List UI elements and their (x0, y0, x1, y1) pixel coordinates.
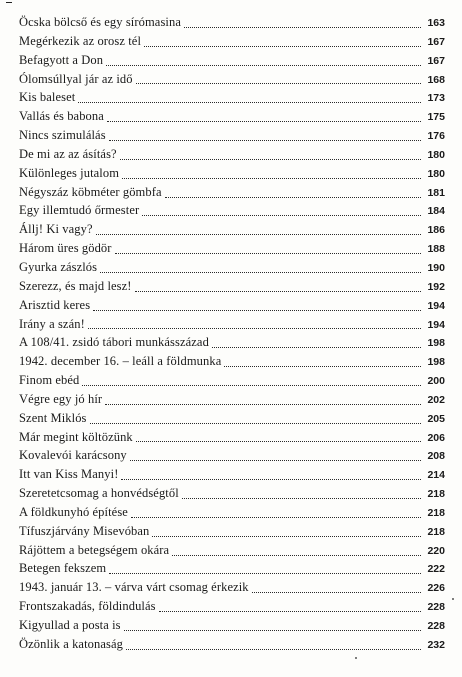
toc-entry (19, 88, 445, 107)
toc-entry-title: Ólomsúllyal jár az idő (19, 71, 133, 86)
toc-entry (19, 409, 445, 428)
dot-leader (136, 79, 421, 84)
toc-entry-title: Nincs szimulálás (19, 128, 106, 143)
dot-leader (152, 532, 421, 537)
dot-leader (131, 513, 421, 518)
toc-entry-title: Kovalevói karácsony (19, 448, 127, 463)
toc-entry-page-number: 214 (427, 469, 445, 482)
toc-entry (19, 107, 445, 126)
dot-leader (172, 551, 421, 556)
dot-leader (107, 117, 421, 122)
dot-leader (159, 607, 421, 612)
toc-entry-page-number: 194 (427, 299, 445, 312)
toc-entry (19, 465, 445, 484)
toc-entry (19, 51, 445, 70)
dot-leader (78, 98, 421, 103)
toc-entry (19, 220, 445, 239)
toc-entry-page-number: 167 (427, 35, 445, 48)
toc-entry-title: Finom ebéd (19, 373, 80, 388)
toc-entry-title: Szent Miklós (19, 410, 87, 425)
toc-entry (19, 277, 445, 296)
dot-leader (252, 588, 421, 593)
dot-leader (165, 193, 421, 198)
toc-entry-page-number: 181 (427, 186, 445, 199)
toc-entry-page-number: 198 (427, 356, 445, 369)
dot-leader (100, 268, 421, 273)
dot-leader (124, 626, 421, 631)
dot-leader (126, 645, 421, 650)
toc-entry-title: Irány a szán! (19, 316, 85, 331)
dot-leader (109, 136, 421, 141)
toc-entry-page-number: 176 (427, 130, 445, 143)
toc-entry-page-number: 188 (427, 243, 445, 256)
toc-entry-page-number: 226 (427, 582, 445, 595)
toc-entry (19, 578, 445, 597)
toc-entry-title: A földkunyhó építése (19, 504, 128, 519)
dot-leader (122, 174, 421, 179)
dot-leader (109, 569, 421, 574)
toc-entry-title: Arisztid keres (19, 297, 91, 312)
toc-entry (19, 315, 445, 334)
toc-entry (19, 428, 445, 447)
toc-entry-title: Állj! Ki vagy? (19, 222, 93, 237)
toc-entry (19, 32, 445, 51)
toc-entry-page-number: 168 (427, 73, 445, 86)
dot-leader (82, 381, 421, 386)
toc-entry (19, 503, 445, 522)
toc-entry-title: Betegen fekszem (19, 561, 107, 576)
toc-entry (19, 446, 445, 465)
toc-entry (19, 635, 445, 654)
toc-entry-page-number: 218 (427, 525, 445, 538)
toc-entry-title: Itt van Kiss Manyi! (19, 467, 119, 482)
toc-entry-title: 1942. december 16. – leáll a földmunka (19, 354, 222, 369)
toc-entry (19, 126, 445, 145)
toc-entry-page-number: 228 (427, 620, 445, 632)
toc-entry-page-number: 186 (427, 224, 445, 237)
dot-leader (130, 456, 421, 461)
toc-entry-page-number: 228 (427, 601, 445, 614)
scan-speck (452, 598, 454, 600)
toc-entry-title: Befagyott a Don (19, 52, 104, 67)
toc-entry-title: Szeretetcsomag a honvédségtől (19, 486, 179, 501)
toc-entry-page-number: 167 (427, 54, 445, 67)
dot-leader (182, 494, 421, 499)
toc-entry-title: Özönlik a katonaság (19, 636, 123, 651)
toc-entry (19, 13, 445, 32)
dot-leader (120, 155, 421, 160)
toc-entry-title: Különleges jutalom (19, 165, 120, 180)
dot-leader (90, 419, 421, 424)
toc-entry-title: Három üres gödör (19, 241, 112, 256)
toc-entry-page-number: 180 (427, 167, 445, 180)
toc-entry-title: Szerezz, és majd lesz! (19, 278, 132, 293)
dot-leader (184, 23, 421, 28)
toc-entry-page-number: 180 (427, 148, 445, 161)
dot-leader (96, 230, 421, 235)
toc-entry-title: Kigyullad a posta is (19, 618, 121, 632)
dot-leader (144, 42, 421, 47)
dot-leader (105, 400, 421, 405)
toc-entry-page-number: 194 (427, 318, 445, 331)
toc-entry (19, 390, 445, 409)
toc-entry (19, 541, 445, 560)
dot-leader (93, 306, 421, 311)
toc-entry-page-number: 198 (427, 337, 445, 350)
toc-entry-page-number: 184 (427, 205, 445, 218)
toc-entry (19, 352, 445, 371)
toc-entry-page-number: 218 (427, 488, 445, 501)
dot-leader (115, 249, 421, 254)
toc-entry-title: Végre egy jó hír (19, 391, 103, 406)
table-of-contents (19, 13, 445, 654)
toc-entry (19, 70, 445, 89)
toc-entry (19, 484, 445, 503)
toc-entry-page-number: 205 (427, 412, 445, 425)
toc-entry (19, 145, 445, 164)
toc-entry-title: Tífuszjárvány Misevóban (19, 523, 150, 538)
dot-leader (224, 362, 421, 367)
toc-entry-page-number: 208 (427, 450, 445, 463)
toc-entry-page-number: 222 (427, 563, 445, 576)
toc-entry-title: Kis baleset (19, 90, 76, 105)
toc-entry-title: Vallás és babona (19, 109, 104, 124)
toc-entry (19, 258, 445, 277)
toc-entry (19, 201, 445, 220)
toc-entry (19, 371, 445, 390)
toc-entry-title: Rájöttem a betegségem okára (19, 542, 170, 557)
dot-leader (121, 475, 421, 480)
toc-entry-page-number: 220 (427, 544, 445, 557)
toc-entry-page-number: 202 (427, 393, 445, 406)
toc-entry-page-number: 192 (427, 280, 445, 293)
toc-entry-page-number: 232 (427, 638, 445, 651)
toc-entry-title: Megérkezik az orosz tél (19, 33, 142, 48)
toc-entry (19, 616, 445, 635)
toc-entry-title: Egy illemtudó őrmester (19, 203, 140, 218)
toc-entry (19, 183, 445, 202)
toc-entry-page-number: 190 (427, 261, 445, 274)
toc-entry-page-number: 200 (427, 375, 445, 388)
toc-entry (19, 559, 445, 578)
toc-entry (19, 296, 445, 315)
toc-entry-title: Frontszakadás, földindulás (19, 599, 156, 614)
toc-entry-page-number: 206 (427, 431, 445, 444)
scan-mark (6, 2, 12, 3)
toc-entry-title: Négyszáz köbméter gömbfa (19, 184, 162, 199)
toc-entry-title: De mi az az ásítás? (19, 146, 117, 161)
dot-leader (106, 61, 421, 66)
toc-entry-title: Öcska bölcső és egy sírómasina (19, 15, 181, 29)
toc-entry (19, 522, 445, 541)
dot-leader (136, 437, 421, 442)
dot-leader (212, 343, 421, 348)
dot-leader (142, 211, 421, 216)
toc-entry-page-number: 173 (427, 92, 445, 105)
toc-entry-page-number: 163 (427, 17, 445, 29)
toc-entry (19, 597, 445, 616)
toc-entry-page-number: 175 (427, 111, 445, 124)
scan-speck (355, 657, 357, 659)
toc-entry-title: A 108/41. zsidó tábori munkásszázad (19, 335, 209, 350)
toc-entry (19, 239, 445, 258)
toc-entry (19, 333, 445, 352)
dot-leader (88, 324, 421, 329)
dot-leader (135, 287, 421, 292)
toc-entry-page-number: 218 (427, 506, 445, 519)
toc-entry-title: 1943. január 13. – várva várt csomag érkezik (19, 580, 249, 595)
toc-entry-title: Gyurka zászlós (19, 259, 98, 274)
toc-entry-title: Már megint költözünk (19, 429, 133, 444)
toc-entry (19, 164, 445, 183)
